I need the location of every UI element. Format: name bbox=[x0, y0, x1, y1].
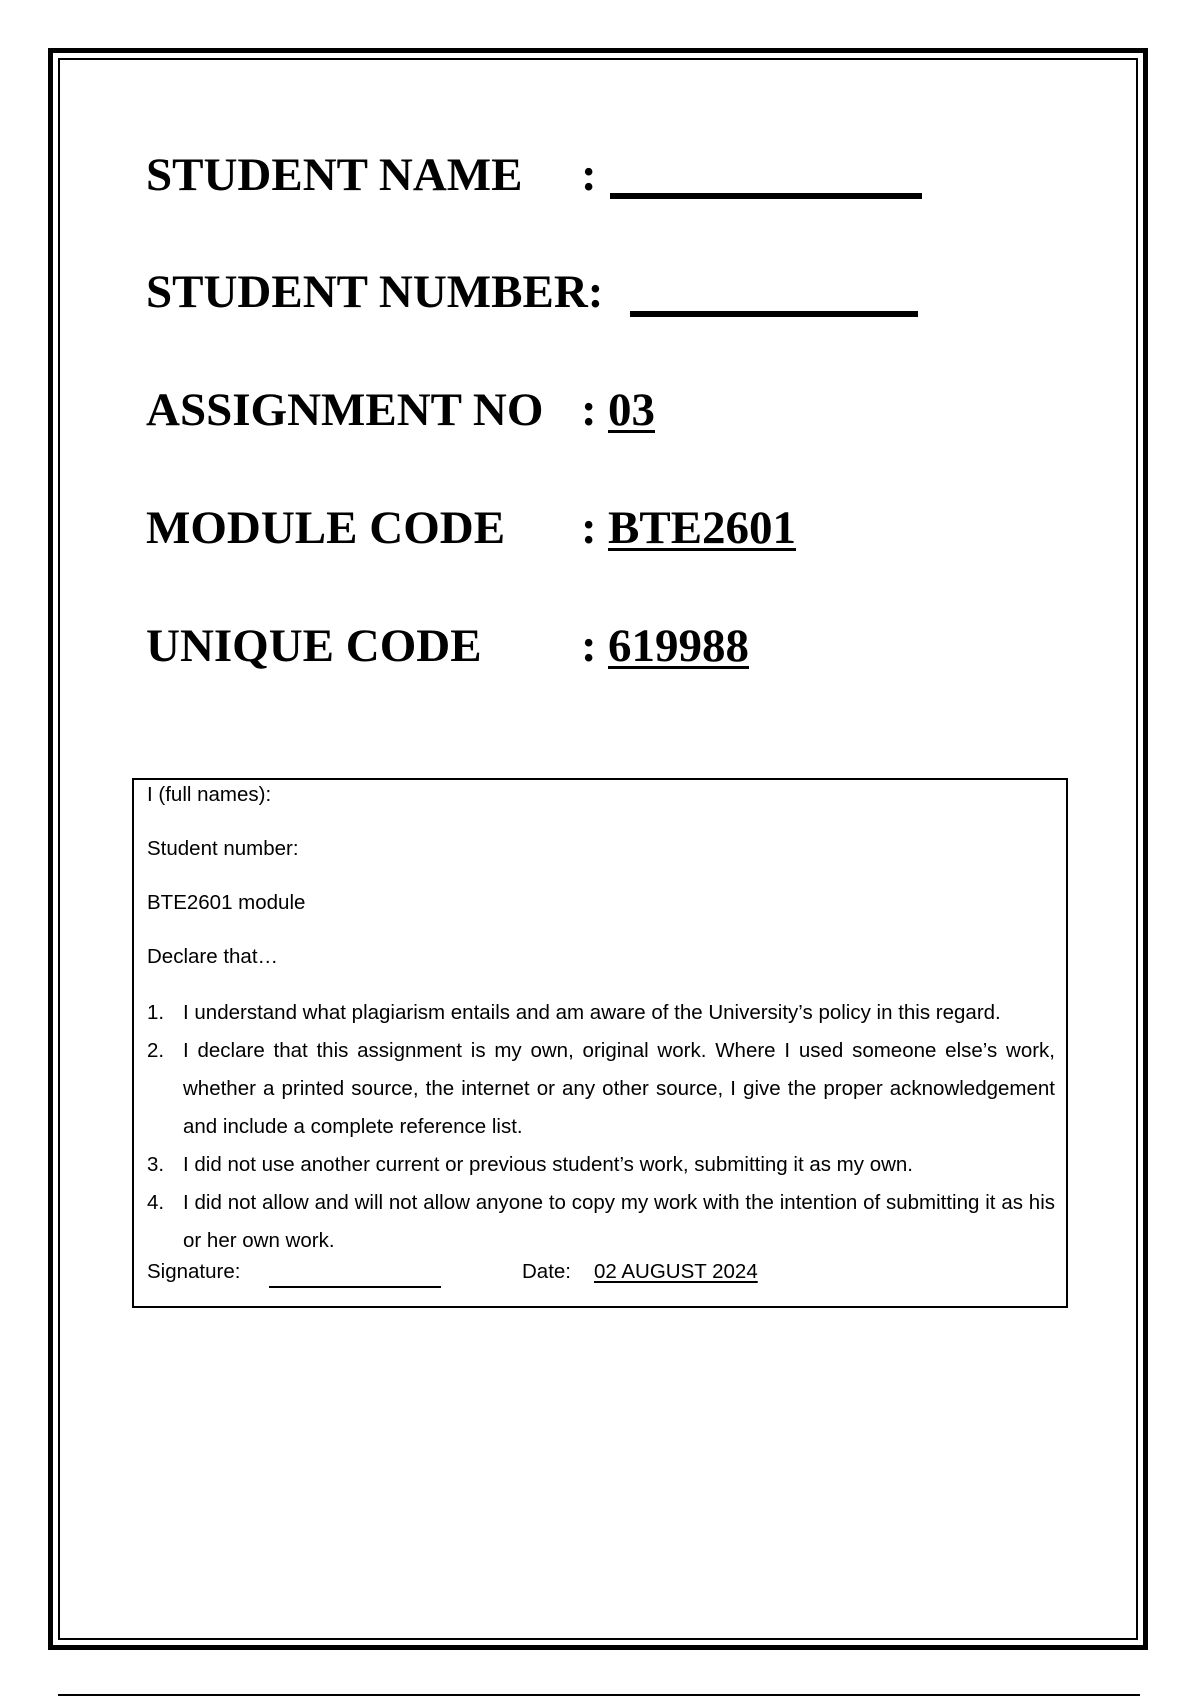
student-number-blank-line[interactable] bbox=[630, 311, 918, 317]
unique-code-field bbox=[146, 618, 749, 674]
assignment-no-value: 03 bbox=[608, 384, 655, 436]
declaration-item-text: I understand what plagiarism entails and am aware of the University’s policy in this regard. bbox=[183, 1001, 1001, 1024]
date-value: 02 AUGUST 2024 bbox=[594, 1260, 758, 1283]
full-names-label: I (full names): bbox=[147, 783, 272, 806]
student-name-blank-line[interactable] bbox=[610, 193, 922, 199]
signature-label: Signature: bbox=[147, 1260, 241, 1283]
declaration-item-number: 3. bbox=[147, 1153, 165, 1176]
unique-code-label: UNIQUE CODE bbox=[146, 620, 482, 672]
date-label: Date: bbox=[522, 1260, 571, 1283]
module-code-value: BTE2601 bbox=[608, 502, 797, 554]
declaration-item-text: I declare that this assignment is my own, original work. Where I used someone else’s work, whether a printed source, the internet or any other source, I give the proper acknowledgement and include a complete reference list. bbox=[183, 1039, 1055, 1138]
declaration-item-text: I did not allow and will not allow anyone to copy my work with the intention of submitting it as his or her own work. bbox=[183, 1191, 1055, 1252]
student-number-label: STUDENT NUMBER: bbox=[146, 266, 604, 318]
module-line: BTE2601 module bbox=[147, 891, 306, 914]
student-name-colon: : bbox=[581, 149, 597, 201]
declaration-item bbox=[147, 994, 1055, 1032]
student-number-field bbox=[146, 264, 603, 320]
declaration-item bbox=[147, 1032, 1055, 1146]
module-code-colon: : bbox=[581, 502, 597, 554]
student-number-decl-label: Student number: bbox=[147, 837, 299, 860]
module-code-field bbox=[146, 500, 797, 556]
student-name-field bbox=[146, 147, 597, 203]
declaration-item-number: 2. bbox=[147, 1039, 165, 1062]
unique-code-value: 619988 bbox=[608, 620, 749, 672]
bottom-rule bbox=[58, 1694, 1140, 1696]
declaration-item-number: 4. bbox=[147, 1191, 165, 1214]
module-code-label: MODULE CODE bbox=[146, 502, 506, 554]
declaration-list bbox=[147, 994, 1055, 1260]
signature-blank-line[interactable] bbox=[269, 1286, 441, 1288]
assignment-no-colon: : bbox=[581, 384, 597, 436]
student-name-label: STUDENT NAME bbox=[146, 149, 523, 201]
declare-that-text: Declare that… bbox=[147, 945, 279, 968]
declaration-item-number: 1. bbox=[147, 1001, 165, 1024]
plagiarism-declaration-box bbox=[132, 778, 1068, 1308]
assignment-no-field bbox=[146, 382, 655, 438]
declaration-item bbox=[147, 1184, 1055, 1260]
unique-code-colon: : bbox=[581, 620, 597, 672]
assignment-no-label: ASSIGNMENT NO bbox=[146, 384, 544, 436]
declaration-item-text: I did not use another current or previous student’s work, submitting it as my own. bbox=[183, 1153, 914, 1176]
declaration-item bbox=[147, 1146, 1055, 1184]
